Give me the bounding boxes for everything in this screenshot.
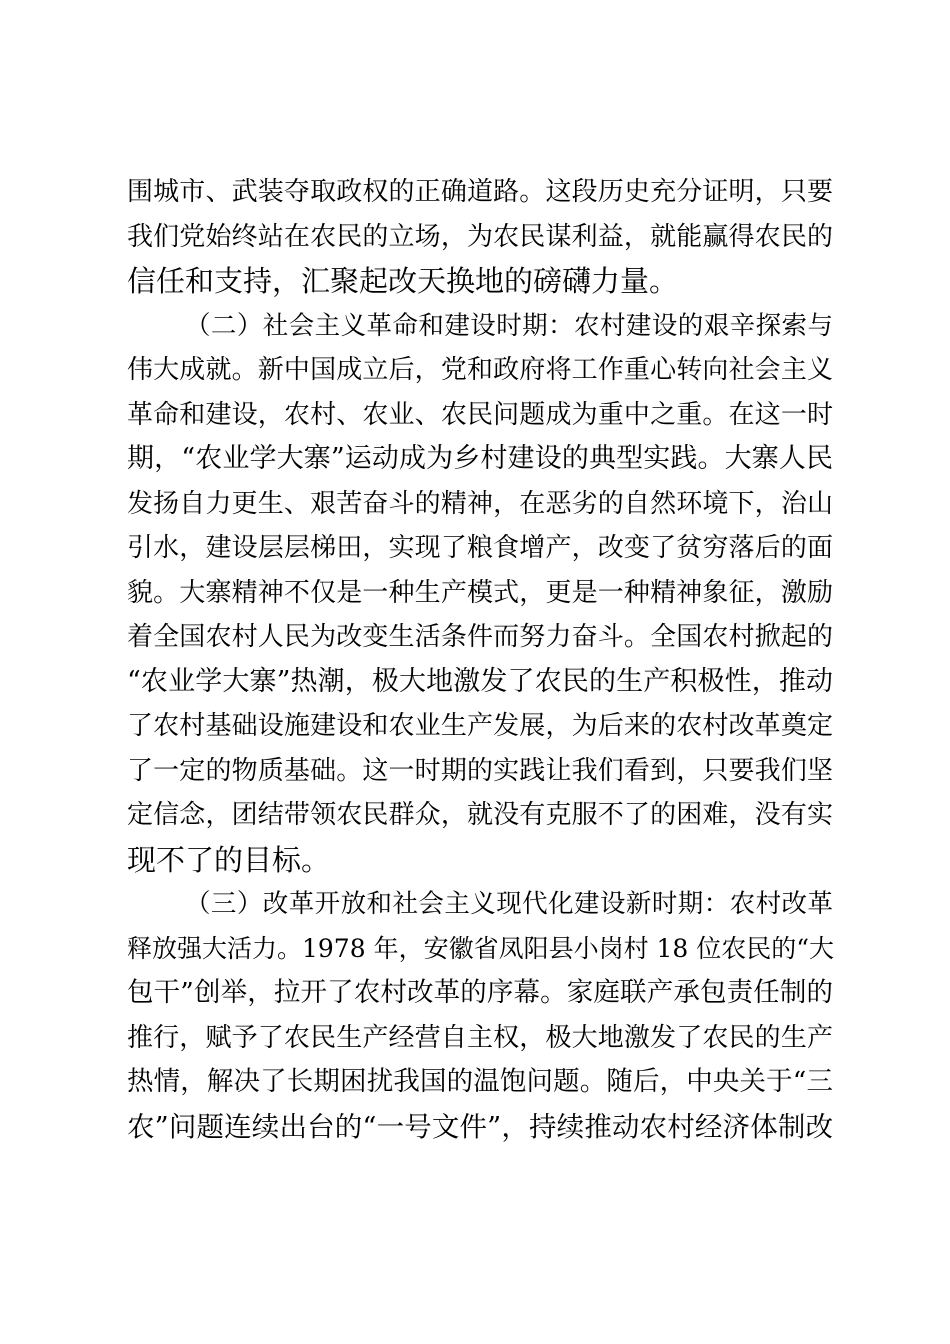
text-line: 着全国农村人民为改变生活条件而努力奋斗。全国农村掀起的 [127, 622, 833, 652]
text-line: 热情，解决了长期困扰我国的温饱问题。随后，中央关于“三 [127, 1066, 833, 1097]
text-line: 期，“农业学大寨”运动成为乡村建设的典型实践。大寨人民 [127, 443, 833, 474]
text-line: （二）社会主义革命和建设时期：农村建设的艰辛探索与 [185, 310, 833, 341]
paragraph-1 [127, 170, 833, 304]
text-line: 农”问题连续出台的“一号文件”，持续推动农村经济体制改 [127, 1110, 833, 1143]
text-line: 伟大成就。新中国成立后，党和政府将工作重心转向社会主义 [127, 355, 833, 385]
paragraph-3 [127, 882, 833, 1149]
text-line: 我们党始终站在农民的立场，为农民谋利益，就能赢得农民的 [127, 221, 833, 252]
text-line: 了一定的物质基础。这一时期的实践让我们看到，只要我们坚 [127, 755, 833, 786]
text-line: 了农村基础设施建设和农业生产发展，为后来的农村改革奠定 [127, 711, 833, 741]
text-line: “农业学大寨”热潮，极大地激发了农民的生产积极性，推动 [127, 665, 833, 697]
text-line: 推行，赋予了农民生产经营自主权，极大地激发了农民的生产 [127, 1022, 833, 1053]
text-line: 定信念，团结带领农民群众，就没有克服不了的困难，没有实 [127, 800, 833, 830]
text-line: 发扬自力更生、艰苦奋斗的精神，在恶劣的自然环境下，治山 [127, 488, 833, 519]
text-line: 围城市、武装夺取政权的正确道路。这段历史充分证明，只要 [127, 177, 833, 207]
text-line: 貌。大寨精神不仅是一种生产模式，更是一种精神象征，激励 [127, 577, 833, 608]
text-line: 信任和支持，汇聚起改天换地的磅礴力量。 [127, 264, 679, 298]
text-line: 引水，建设层层梯田，实现了粮食增产，改变了贫穷落后的面 [127, 533, 833, 563]
text-line: 革命和建设，农村、农业、农民问题成为重中之重。在这一时 [127, 399, 833, 430]
paragraph-2 [127, 304, 833, 883]
body-text [127, 170, 833, 1149]
text-line: 现不了的目标。 [127, 842, 331, 877]
text-line: （三）改革开放和社会主义现代化建设新时期：农村改革 [185, 889, 833, 919]
text-line: 包干”创举，拉开了农村改革的序幕。家庭联产承包责任制的 [127, 977, 833, 1008]
text-line: 释放强大活力。1978 年，安徽省凤阳县小岗村 18 位农民的“大 [127, 933, 835, 963]
